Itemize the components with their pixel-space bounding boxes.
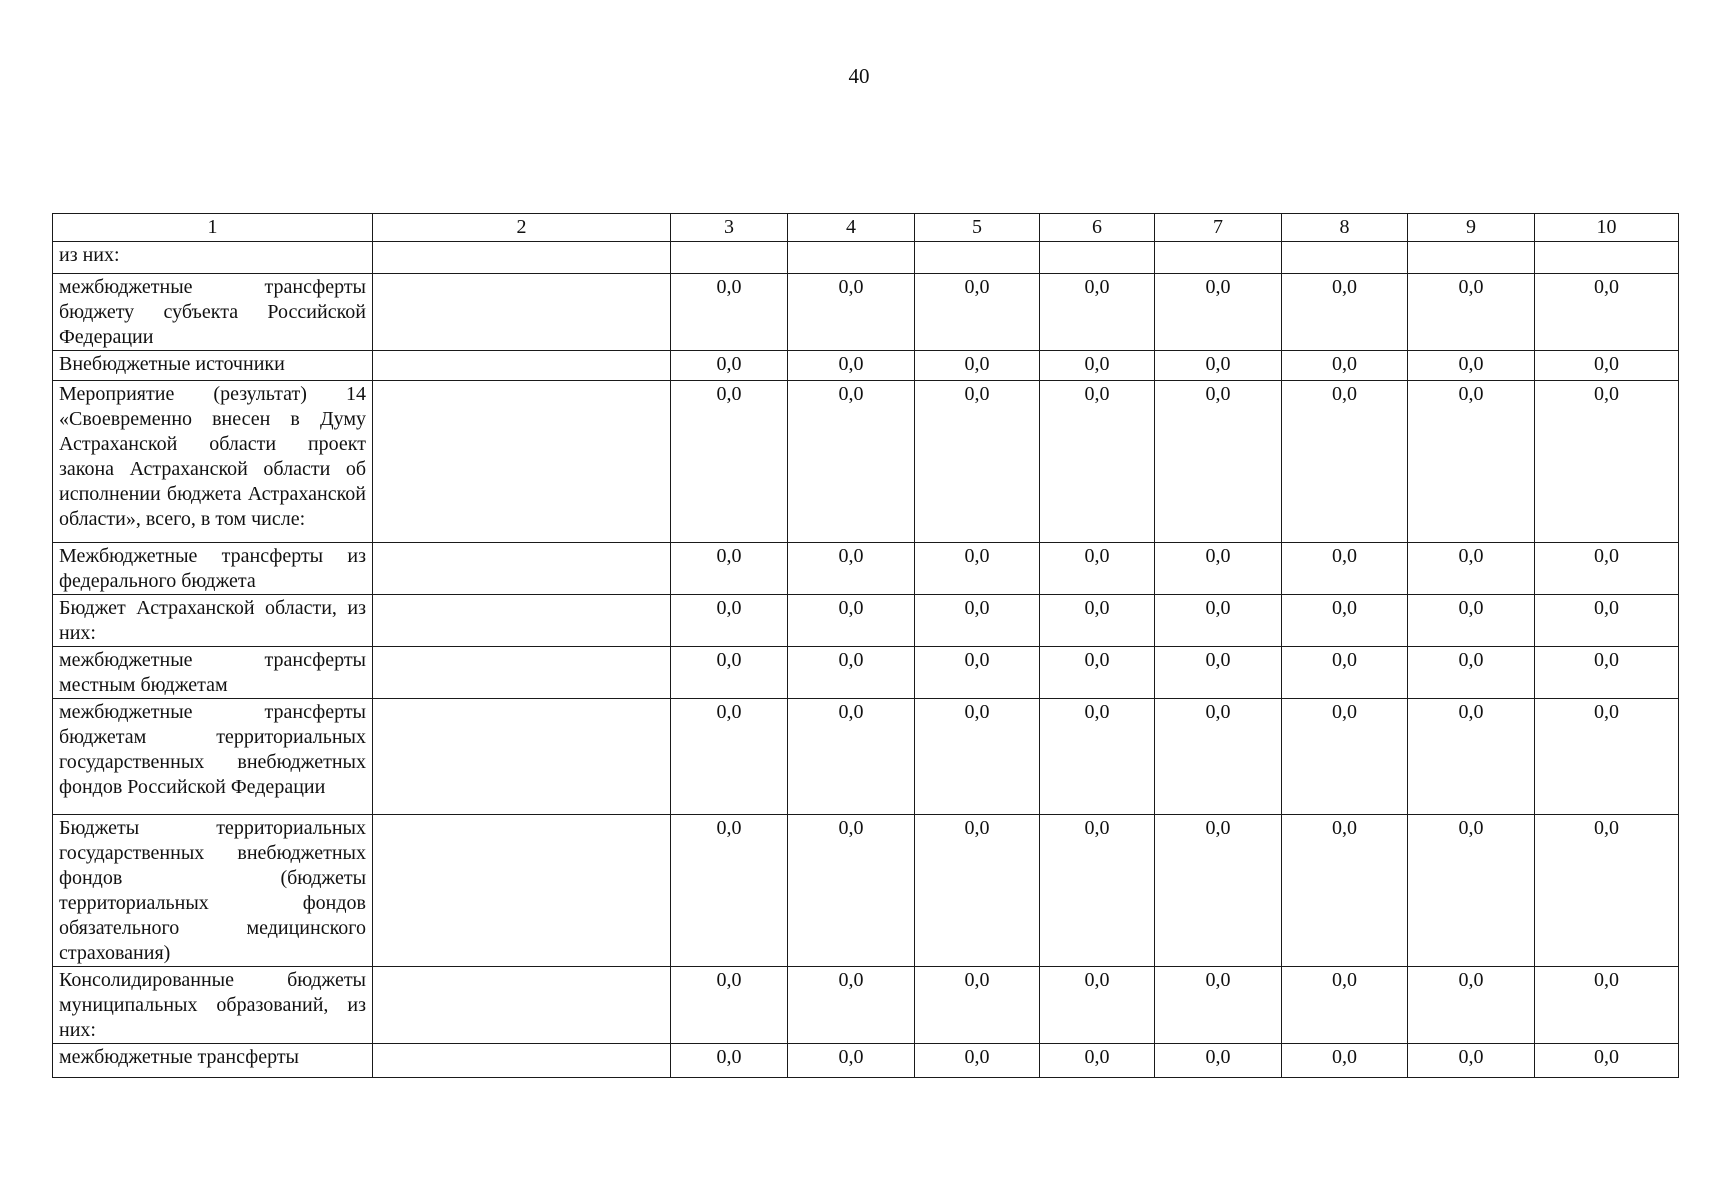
page-number: 40 <box>848 64 870 88</box>
value-cell: 0,0 <box>671 815 788 967</box>
value-cell: 0,0 <box>1155 967 1282 1044</box>
value-cell: 0,0 <box>671 967 788 1044</box>
value-cell: 0,0 <box>1282 699 1408 815</box>
value-cell: 0,0 <box>915 1044 1040 1078</box>
value-cell: 0,0 <box>1282 647 1408 699</box>
value-cell: 0,0 <box>915 647 1040 699</box>
value-cell <box>788 242 915 274</box>
value-cell: 0,0 <box>1040 647 1155 699</box>
value-cell: 0,0 <box>1155 381 1282 543</box>
column-number: 4 <box>788 214 915 242</box>
row-column-2-cell <box>373 699 671 815</box>
value-cell: 0,0 <box>1535 595 1679 647</box>
table-row <box>53 815 1679 967</box>
column-number: 9 <box>1408 214 1535 242</box>
table-row <box>53 967 1679 1044</box>
value-cell: 0,0 <box>1040 595 1155 647</box>
value-cell: 0,0 <box>915 381 1040 543</box>
budget-table <box>52 213 1679 1078</box>
value-cell: 0,0 <box>788 274 915 351</box>
table-row <box>53 543 1679 595</box>
row-label: межбюджетные трансферты бюджету субъекта Российской Федерации <box>53 274 373 351</box>
value-cell: 0,0 <box>1282 351 1408 381</box>
table-row <box>53 381 1679 543</box>
value-cell: 0,0 <box>788 595 915 647</box>
value-cell: 0,0 <box>1155 351 1282 381</box>
value-cell: 0,0 <box>1040 274 1155 351</box>
value-cell: 0,0 <box>1040 543 1155 595</box>
row-column-2-cell <box>373 595 671 647</box>
row-label: Бюджеты территориальных государственных внебюджетных фондов (бюджеты территориальных фондов обязательного медицинского страхования) <box>53 815 373 967</box>
value-cell: 0,0 <box>1535 1044 1679 1078</box>
value-cell: 0,0 <box>1040 967 1155 1044</box>
value-cell: 0,0 <box>915 699 1040 815</box>
value-cell: 0,0 <box>1282 274 1408 351</box>
value-cell: 0,0 <box>671 647 788 699</box>
row-column-2-cell <box>373 381 671 543</box>
value-cell: 0,0 <box>1282 1044 1408 1078</box>
column-number-row <box>53 214 1679 242</box>
value-cell: 0,0 <box>788 1044 915 1078</box>
column-number: 10 <box>1535 214 1679 242</box>
value-cell: 0,0 <box>1408 1044 1535 1078</box>
value-cell: 0,0 <box>1535 815 1679 967</box>
value-cell: 0,0 <box>671 351 788 381</box>
table-row <box>53 647 1679 699</box>
value-cell: 0,0 <box>1040 1044 1155 1078</box>
row-column-2-cell <box>373 274 671 351</box>
table-row <box>53 1044 1679 1078</box>
value-cell: 0,0 <box>671 381 788 543</box>
row-label: Консолидированные бюджеты муниципальных образований, из них: <box>53 967 373 1044</box>
row-label: Межбюджетные трансферты из федерального бюджета <box>53 543 373 595</box>
table-row <box>53 274 1679 351</box>
row-column-2-cell <box>373 647 671 699</box>
value-cell: 0,0 <box>1155 815 1282 967</box>
row-column-2-cell <box>373 543 671 595</box>
value-cell: 0,0 <box>915 543 1040 595</box>
value-cell: 0,0 <box>1408 381 1535 543</box>
table-row <box>53 699 1679 815</box>
value-cell: 0,0 <box>915 967 1040 1044</box>
table-body <box>53 214 1679 1078</box>
row-label: Бюджет Астраханской области, из них: <box>53 595 373 647</box>
column-number: 8 <box>1282 214 1408 242</box>
value-cell: 0,0 <box>1408 543 1535 595</box>
row-column-2-cell <box>373 1044 671 1078</box>
row-label: Внебюджетные источники <box>53 351 373 381</box>
column-number: 5 <box>915 214 1040 242</box>
value-cell: 0,0 <box>1155 647 1282 699</box>
value-cell: 0,0 <box>1282 967 1408 1044</box>
value-cell: 0,0 <box>671 274 788 351</box>
value-cell: 0,0 <box>1155 595 1282 647</box>
value-cell: 0,0 <box>1408 274 1535 351</box>
value-cell: 0,0 <box>1040 699 1155 815</box>
column-number: 2 <box>373 214 671 242</box>
value-cell: 0,0 <box>1282 381 1408 543</box>
value-cell: 0,0 <box>915 351 1040 381</box>
value-cell: 0,0 <box>671 699 788 815</box>
row-column-2-cell <box>373 242 671 274</box>
value-cell: 0,0 <box>1040 381 1155 543</box>
row-column-2-cell <box>373 351 671 381</box>
budget-table-container <box>52 213 1678 1078</box>
value-cell <box>1282 242 1408 274</box>
value-cell: 0,0 <box>1155 543 1282 595</box>
value-cell <box>1535 242 1679 274</box>
value-cell: 0,0 <box>788 647 915 699</box>
value-cell: 0,0 <box>1535 351 1679 381</box>
value-cell <box>1155 242 1282 274</box>
value-cell: 0,0 <box>1155 699 1282 815</box>
row-label: межбюджетные трансферты бюджетам территориальных государственных внебюджетных фондов Российской Федерации <box>53 699 373 815</box>
value-cell: 0,0 <box>1408 647 1535 699</box>
row-label: межбюджетные трансферты местным бюджетам <box>53 647 373 699</box>
value-cell: 0,0 <box>788 699 915 815</box>
value-cell: 0,0 <box>1408 699 1535 815</box>
value-cell: 0,0 <box>1282 543 1408 595</box>
value-cell: 0,0 <box>1408 815 1535 967</box>
value-cell <box>915 242 1040 274</box>
value-cell <box>1040 242 1155 274</box>
column-number: 1 <box>53 214 373 242</box>
value-cell: 0,0 <box>1040 815 1155 967</box>
value-cell: 0,0 <box>1040 351 1155 381</box>
table-row <box>53 595 1679 647</box>
value-cell: 0,0 <box>1535 699 1679 815</box>
row-label: из них: <box>53 242 373 274</box>
table-row <box>53 351 1679 381</box>
value-cell: 0,0 <box>1535 274 1679 351</box>
column-number: 3 <box>671 214 788 242</box>
value-cell: 0,0 <box>1535 647 1679 699</box>
value-cell: 0,0 <box>788 815 915 967</box>
value-cell: 0,0 <box>1408 595 1535 647</box>
value-cell: 0,0 <box>1282 595 1408 647</box>
table-row <box>53 242 1679 274</box>
row-label: Мероприятие (результат) 14 «Своевременно внесен в Думу Астраханской области проект закона Астраханской области об исполнении бюджета Астраханской области», всего, в том числе: <box>53 381 373 543</box>
row-column-2-cell <box>373 967 671 1044</box>
row-column-2-cell <box>373 815 671 967</box>
value-cell: 0,0 <box>788 351 915 381</box>
value-cell: 0,0 <box>1155 1044 1282 1078</box>
value-cell: 0,0 <box>1535 543 1679 595</box>
value-cell: 0,0 <box>1408 967 1535 1044</box>
value-cell: 0,0 <box>788 381 915 543</box>
value-cell: 0,0 <box>671 595 788 647</box>
value-cell: 0,0 <box>1535 967 1679 1044</box>
row-label: межбюджетные трансферты <box>53 1044 373 1078</box>
value-cell: 0,0 <box>1155 274 1282 351</box>
value-cell <box>1408 242 1535 274</box>
value-cell: 0,0 <box>1282 815 1408 967</box>
column-number: 6 <box>1040 214 1155 242</box>
value-cell: 0,0 <box>671 1044 788 1078</box>
value-cell: 0,0 <box>915 595 1040 647</box>
value-cell: 0,0 <box>1408 351 1535 381</box>
value-cell: 0,0 <box>788 967 915 1044</box>
value-cell: 0,0 <box>671 543 788 595</box>
value-cell: 0,0 <box>788 543 915 595</box>
value-cell <box>671 242 788 274</box>
value-cell: 0,0 <box>915 274 1040 351</box>
column-number: 7 <box>1155 214 1282 242</box>
value-cell: 0,0 <box>915 815 1040 967</box>
value-cell: 0,0 <box>1535 381 1679 543</box>
